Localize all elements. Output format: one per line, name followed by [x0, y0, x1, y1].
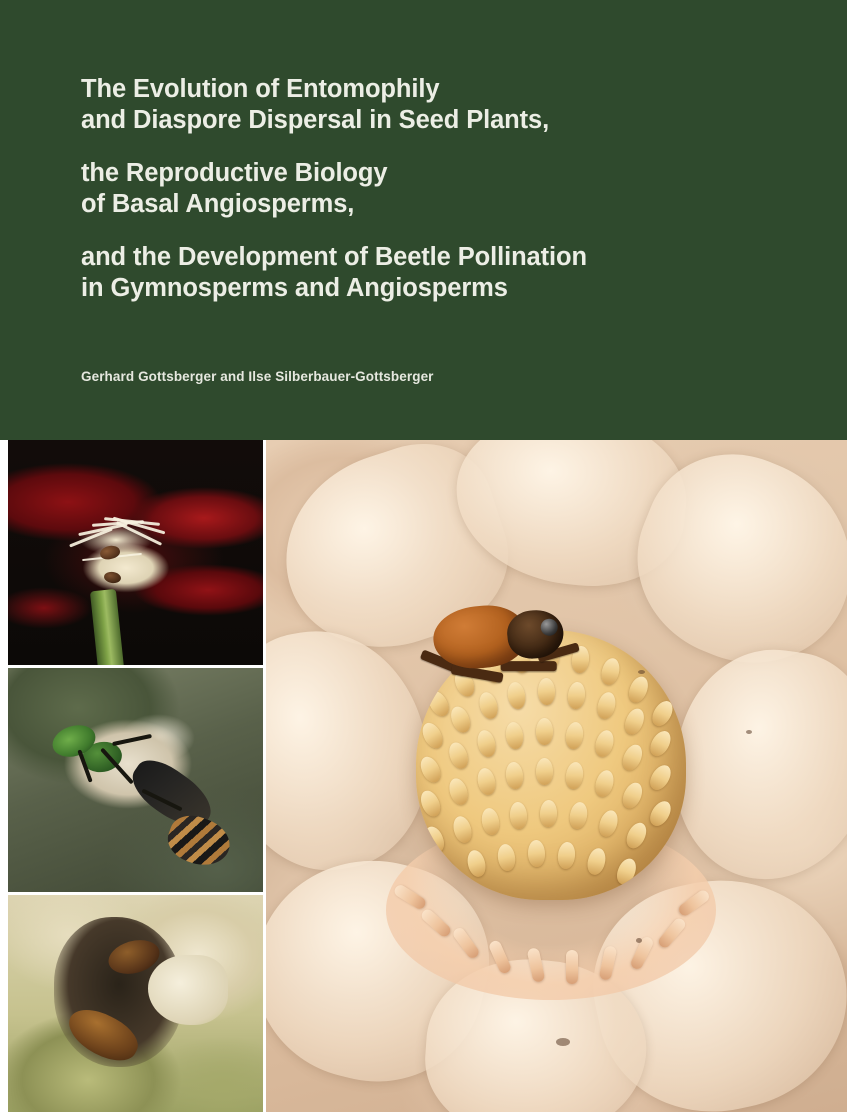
stamen — [392, 883, 427, 911]
carpel-scale — [451, 814, 475, 845]
beetle — [99, 544, 121, 561]
title-group-2 — [81, 158, 761, 220]
carpel-scale — [536, 758, 553, 785]
surface-speck — [636, 938, 642, 943]
carpel-scale — [593, 728, 617, 759]
title-line: of Basal Angiosperms, — [81, 190, 355, 218]
beetle — [103, 571, 121, 584]
stamen — [419, 907, 452, 939]
carpel-scale — [536, 718, 553, 745]
carpel-scale — [417, 788, 444, 820]
carpel-scale — [564, 721, 585, 750]
carpel-scale — [475, 728, 498, 758]
title-line: the Reproductive Biology — [81, 159, 388, 187]
carpel-scale — [564, 761, 585, 790]
title-line: and Diaspore Dispersal in Seed Plants, — [81, 106, 550, 134]
green-bee-on-flower-photo — [8, 668, 263, 892]
surface-speck — [556, 1038, 570, 1046]
carpel-scale — [417, 754, 444, 786]
carpel-scale — [528, 840, 546, 868]
carpel-scale — [623, 820, 650, 852]
stamen — [451, 926, 481, 961]
red-flower-with-beetles-photo — [8, 440, 263, 665]
surface-speck — [746, 730, 752, 734]
carpel-scale — [595, 690, 618, 720]
carpel-scale — [448, 704, 474, 735]
stamen — [488, 939, 513, 975]
title-line: The Evolution of Entomophily — [81, 75, 440, 103]
carpel-scale — [504, 721, 525, 750]
title-group-3 — [81, 242, 761, 304]
stamen — [599, 945, 618, 981]
carpel-scale — [496, 843, 517, 872]
carpel-scale — [599, 656, 622, 686]
stamen — [527, 947, 546, 983]
carpel-scale — [593, 768, 617, 799]
stamen — [677, 888, 712, 918]
beetle-leg — [501, 661, 557, 671]
carpel-scale — [622, 706, 648, 737]
title-panel — [0, 0, 847, 440]
carpel-scale — [646, 728, 674, 760]
authors: Gerhard Gottsberger and Ilse Silberbauer-Gottsberger — [81, 369, 434, 384]
carpel-scale — [557, 841, 577, 870]
flower-stem — [90, 589, 124, 665]
title-group-1 — [81, 74, 761, 136]
bee-leg — [112, 734, 152, 746]
carpel-scale — [540, 800, 558, 828]
carpel-scale — [475, 767, 497, 797]
page-title — [81, 74, 761, 304]
carpel-scale — [619, 780, 646, 812]
stamen — [566, 950, 578, 984]
carpel-scale — [646, 798, 675, 830]
carpel-scale — [509, 801, 528, 829]
carpel-scale — [505, 761, 525, 790]
carpel-scale — [419, 720, 447, 752]
surface-speck — [638, 670, 645, 674]
carpel-scale — [648, 698, 676, 730]
carpel-scale — [596, 808, 621, 839]
carpel-scale — [446, 740, 471, 771]
carpel-scale — [568, 801, 589, 831]
title-line: and the Development of Beetle Pollination — [81, 243, 587, 271]
flower-petal — [148, 955, 228, 1025]
stamen — [656, 916, 687, 950]
carpel-scale — [585, 846, 608, 876]
carpel-scale — [646, 762, 675, 794]
cover-photo-mosaic — [0, 440, 847, 1112]
carpel-scale — [480, 807, 501, 837]
carpel-scale — [626, 674, 652, 705]
carpel-scale — [619, 742, 646, 774]
beetle — [419, 582, 581, 701]
title-line: in Gymnosperms and Angiosperms — [81, 274, 508, 302]
carpel-scale — [446, 776, 471, 807]
stamen — [629, 935, 655, 971]
flower-petal — [661, 638, 847, 893]
carpel-scale — [465, 848, 488, 878]
beetles-in-flower-cavity-photo — [8, 895, 263, 1112]
beetle-on-magnolia-flower-photo — [266, 440, 847, 1112]
